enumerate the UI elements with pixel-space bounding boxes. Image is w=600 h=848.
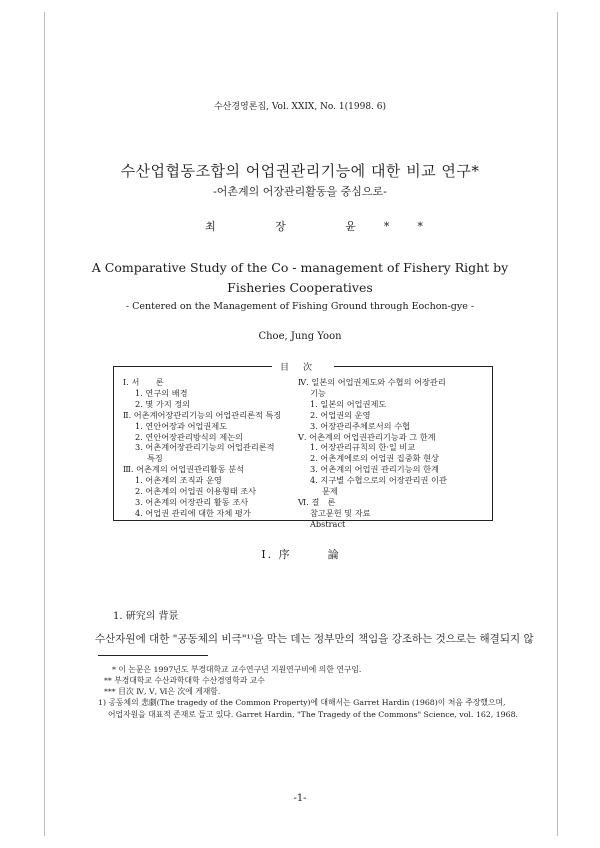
body-paragraph: 수산자원에 대한 "공동체의 비극"¹⁾을 막는 데는 정부만의 책임을 강조하는 것으로는 해결되지 않	[95, 633, 534, 645]
footnote: * 이 논문은 1997년도 부경대학교 교수연구년 지원연구비에 의한 연구임.	[112, 665, 362, 674]
english-subtitle: - Centered on the Management of Fishing Ground through Eochon-gye -	[125, 301, 475, 312]
english-title-line1: A Comparative Study of the Co - management of Fishery Right by	[91, 260, 509, 275]
toc-item: Ⅱ. 어촌계어장관리기능의 어업관리론적 특징	[123, 409, 282, 420]
toc-item: 3. 어촌계의 어업권 관리기능의 한계	[310, 464, 439, 475]
footnote: ** 부경대학교 수산과학대학 수산경영학과 교수	[104, 676, 265, 685]
toc-right-column	[298, 377, 488, 530]
toc-item: 1. 일본의 어업권제도	[310, 398, 387, 409]
footnote-divider	[98, 655, 208, 656]
footnote: 1) 공동체의 悲劇(The tragedy of the Common Property)에 대해서는 Garret Hardin (1968)이 처음 주장했으며,	[98, 698, 506, 707]
toc-item: 참고문헌 및 자료	[310, 507, 371, 518]
toc-item: 3. 어촌계어장관리기능의 어업관리론적	[135, 442, 275, 453]
toc-item: 1. 어장관리규칙의 한·일 비교	[310, 442, 416, 453]
korean-title: 수산업협동조합의 어업권관리기능에 대한 비교 연구*	[120, 162, 480, 180]
english-author: Choe, Jung Yoon	[258, 331, 342, 342]
toc-item: 1. 어촌계의 조직과 운영	[135, 475, 222, 486]
footnote: *** 目次 Ⅳ, Ⅴ, Ⅵ은 次에 게재함.	[104, 687, 221, 696]
toc-item: 3. 어장관리주체로서의 수협	[310, 420, 411, 431]
subsection-heading: 1. 硏究의 背景	[113, 611, 179, 622]
toc-item: 2. 어촌계에로의 어업권 집중화 현상	[310, 453, 439, 464]
toc-item: 4. 어업권 관리에 대한 자체 평가	[135, 507, 251, 518]
toc-item: 기능	[310, 387, 326, 398]
section-number: Ⅰ. 序	[261, 548, 292, 561]
toc-heading: 目次	[272, 363, 334, 373]
toc-item: 1. 연구의 배경	[135, 387, 188, 398]
footnote: 어업자원을 대표적 존재로 들고 있다. Garret Hardin, "The Tragedy of the Commons" Science, vol. 162, 1968.	[108, 710, 519, 719]
korean-subtitle: -어촌계의 어장관리활동을 중심으로-	[213, 185, 387, 198]
toc-item: 2. 어촌계의 어업권 이용형태 조사	[135, 486, 257, 497]
toc-item: Ⅲ. 어촌계의 어업권관리활동 분석	[123, 464, 245, 475]
toc-item: 문제	[322, 486, 338, 497]
toc-item: 1. 연안어장과 어업권제도	[135, 420, 228, 431]
korean-author: 최 장 윤**	[205, 220, 451, 233]
toc-item: 2. 몇 가지 정의	[135, 398, 191, 409]
toc-item: Ⅳ. 일본의 어업권제도와 수협의 어장관리	[298, 377, 446, 387]
page-number: -1-	[293, 793, 307, 804]
journal-citation: 수산경영론집, Vol. XXIX, No. 1(1998. 6)	[213, 102, 387, 112]
toc-item: 특징	[147, 453, 163, 464]
english-title-line2: Fisheries Cooperatives	[227, 280, 373, 295]
toc-item: 3. 어촌계의 어장관리 활동 조사	[135, 496, 249, 507]
toc-item: Abstract	[310, 518, 346, 529]
toc-item: Ⅵ. 결 론	[298, 496, 336, 507]
toc-item: Ⅰ. 서 론	[123, 377, 164, 387]
table-of-contents	[113, 363, 493, 529]
toc-item: 2. 연안어장관리방식의 제논의	[135, 431, 243, 442]
toc-left-column	[123, 377, 297, 519]
section-title: 論	[327, 548, 339, 561]
toc-item: Ⅴ. 어촌계의 어업권관리기능과 그 한계	[298, 431, 436, 442]
toc-item: 4. 지구별 수협으로의 어장관리권 이관	[310, 475, 447, 486]
section-heading	[0, 546, 600, 562]
toc-item: 2. 어업권의 운영	[310, 409, 371, 420]
